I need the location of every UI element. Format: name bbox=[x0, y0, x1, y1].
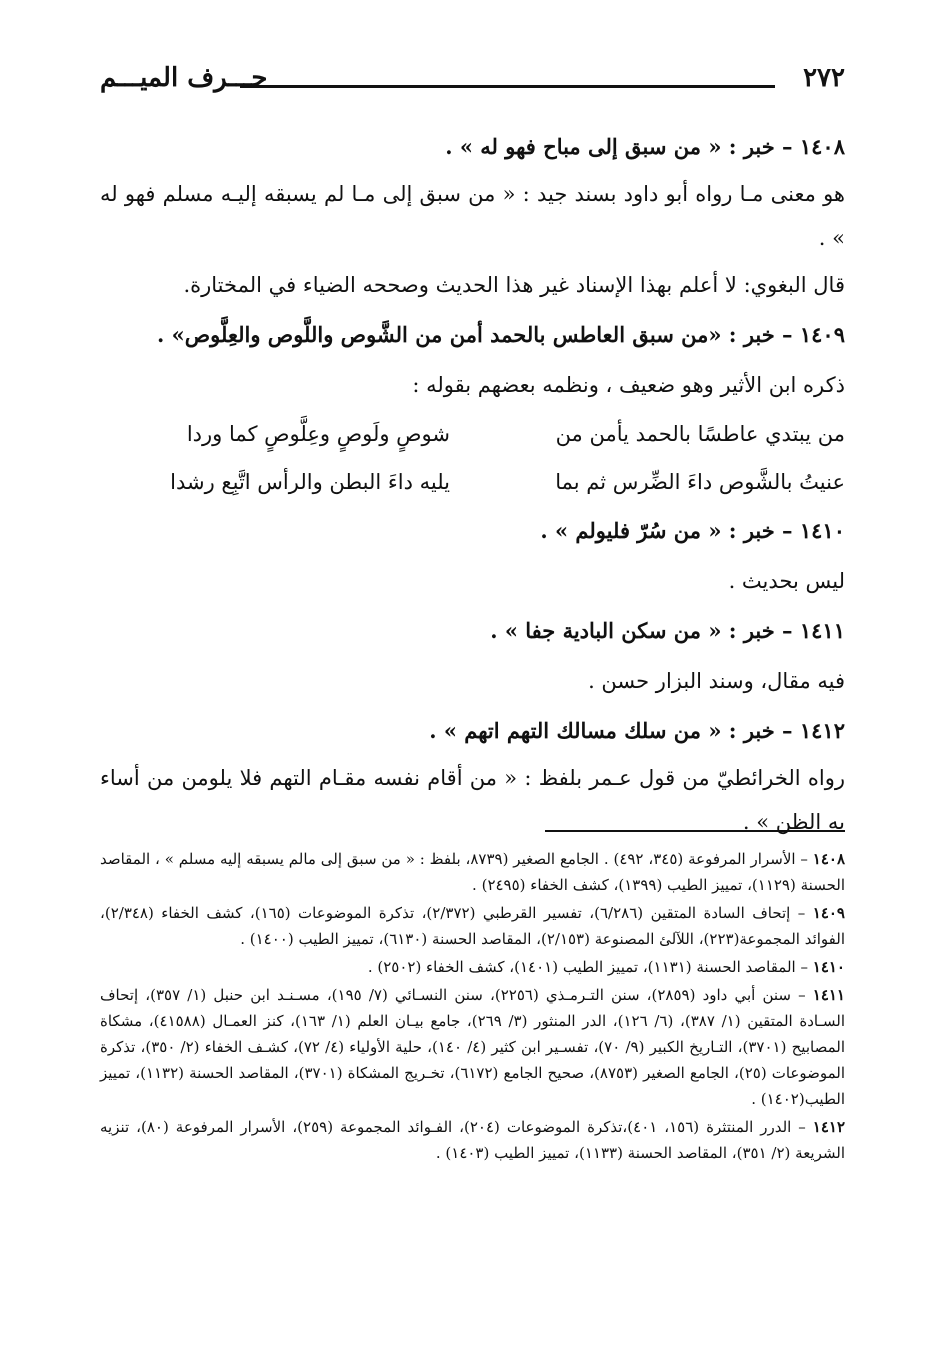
entry-1410-body: ليس بحديث . bbox=[728, 569, 845, 593]
verse-1-first-hemistich: من يبتدي عاطسًا بالحمد يأمن من bbox=[555, 422, 845, 446]
footnotes bbox=[100, 846, 845, 1168]
footnote-separator bbox=[545, 830, 845, 832]
footnote-number: ١٤٠٨ bbox=[812, 850, 846, 868]
entry-1408-heading: ١٤٠٨ – خبر : « من سبق إلى مباح فهو له » . bbox=[445, 134, 845, 159]
entry-1412-heading: ١٤١٢ – خبر : « من سلك مسالك التهم اتهم » . bbox=[429, 718, 845, 743]
page-header bbox=[100, 58, 845, 104]
footnote-text: – المقاصد الحسنة (١١٣١)، تمييز الطيب (١٤٠١)، كشف الخفاء (٢٥٠٢) . bbox=[367, 958, 808, 976]
verse-2-first-hemistich: عنيتُ بالشَّوص داءَ الضِّرس ثم بما bbox=[555, 470, 845, 494]
chapter-title: حـــرف الميـــم bbox=[100, 63, 268, 93]
verse-1-second-hemistich: شوصٍ ولَوصٍ وعِلَّوصٍ كما وردا bbox=[186, 422, 450, 446]
entry-1411-heading: ١٤١١ – خبر : « من سكن البادية جفا » . bbox=[490, 618, 845, 643]
footnote-number: ١٤٠٩ bbox=[812, 904, 845, 922]
footnote-1409 bbox=[100, 900, 845, 952]
entry-1408-body: هو معنى مـا رواه أبو داود بسند جيد : « من سبق إلى مـا لم يسبقه إليـه مسلم فهو له » . bbox=[100, 182, 845, 250]
header-rule bbox=[240, 85, 775, 88]
footnote-text: – الأسرار المرفوعة (٣٤٥، ٤٩٢) . الجامع الصغير (٨٧٣٩، بلفظ : « من سبق إلى مالم يسبقه إليه مسلم » ، المقاصد الحسنة (١١٢٩)، تمييز الطيب (١٣٩٩)، كشف الخفاء (٢٤٩٥) . bbox=[100, 850, 845, 894]
footnote-text: – إتحاف السادة المتقين (٦/٢٨٦)، تفسير القرطبي (٢/٣٧٢)، تذكرة الموضوعات (١٦٥)، كشف الخفاء (٢/٣٤٨)، الفوائد المجموعة(٢٢٣)، اللآلئ المصنوعة (٢/١٥٣)، المقاصد الحسنة (٦١٣٠)، تمييز الطيب (١٤٠٠) . bbox=[100, 904, 845, 948]
footnote-1412 bbox=[100, 1114, 845, 1166]
entry-1412-body: رواه الخرائطيّ من قول عـمر بلفظ : « من أقام نفسه مقـام التهم فلا يلومن من أساء به الظن » . bbox=[100, 766, 845, 834]
footnote-number: ١٤١٢ bbox=[812, 1118, 846, 1136]
entry-1410-heading: ١٤١٠ – خبر : « من سُرّ فليولم » . bbox=[540, 518, 845, 543]
verse-line-1 bbox=[100, 410, 845, 458]
main-text bbox=[100, 122, 845, 844]
footnote-1408 bbox=[100, 846, 845, 898]
footnote-text: – الدرر المنتثرة (١٥٦، ٤٠١)،تذكرة الموضوعات (٢٠٤)، الفـوائد المجموعة (٢٥٩)، الأسرار المرفوعة (٨٠)، تنزيه الشريعة (٢/ ٣٥١)، المقاصد الحسنة (١١٣٣)، تمييز الطيب (١٤٠٣) . bbox=[100, 1118, 845, 1162]
footnote-number: ١٤١٠ bbox=[812, 958, 845, 976]
footnote-text: – سنن أبي داود (٢٨٥٩)، سنن التـرمـذي (٢٢٥٦)، سنن النسـائي (٧/ ١٩٥)، مسـنـد ابن حنبل (١/ ٣٥٧)، إتحاف السـادة المتقين (١/ ٣٨٧)، (٦/ ١٢٦)، الدر المنثور (٣/ ٢٦٩)، جامع بيـان العلم (١/ ١٦٣)، كنز العمـال (٤١٥٨٨)، مشكاة المصابيح (٣٧٠١)، التـاريخ الكبير (٩/ ٧٠)، تفسـير ابن كثير (٤/ ١٤٠)، حلية الأولياء (٤/ ٧٢)، كشـف الخفاء (٢/ ٣٥٠)، تذكرة الموضوعات (٢٥)، الجامع الصغير (٨٧٥٣)، صحيح الجامع (٦١٧٢)، تخـريج المشكاة (٣٧٠١)، المقاصد الحسنة (١١٣٢)، تمييز الطيب(١٤٠٢) . bbox=[100, 986, 846, 1108]
page-number: ٢٧٢ bbox=[803, 63, 845, 93]
entry-1409-body: ذكره ابن الأثير وهو ضعيف ، ونظمه بعضهم بقوله : bbox=[412, 373, 845, 397]
entry-1411-body: فيه مقال، وسند البزار حسن . bbox=[588, 669, 845, 693]
footnote-number: ١٤١١ bbox=[812, 986, 845, 1004]
verse-2-second-hemistich: يليه داءَ البطن والرأس اتَّبِع رشدا bbox=[170, 470, 450, 494]
verse-line-2 bbox=[100, 458, 845, 506]
footnote-1410 bbox=[100, 954, 845, 980]
entry-1409-heading: ١٤٠٩ – خبر : «من سبق العاطس بالحمد أمن من الشَّوص واللَّوص والعِلَّوص» . bbox=[157, 322, 845, 347]
footnote-1411 bbox=[100, 982, 845, 1112]
entry-1408-note: قال البغوي: لا أعلم بهذا الإسناد غير هذا الحديث وصححه الضياء في المختارة. bbox=[183, 273, 845, 297]
